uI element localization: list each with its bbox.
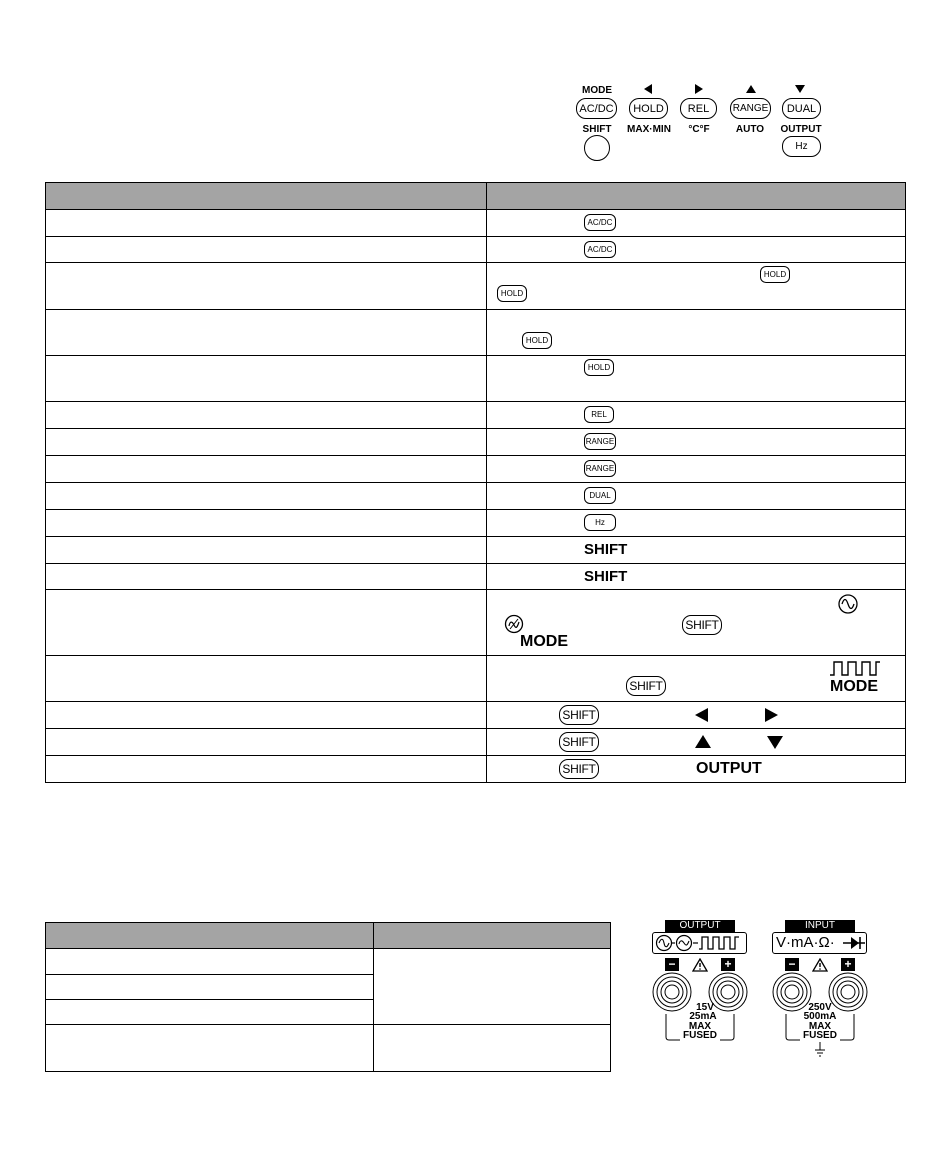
- table-row: [46, 975, 374, 1000]
- hold-key: HOLD: [522, 332, 552, 349]
- shift-key[interactable]: [584, 135, 610, 161]
- key-function-table: [45, 182, 906, 783]
- output-plus-label: +: [721, 958, 735, 971]
- left-arrow-icon: [644, 84, 652, 94]
- temperature-label: °C°F: [688, 124, 710, 135]
- mode-label: MODE: [582, 85, 612, 96]
- input-rating-3: MAX: [808, 1021, 832, 1032]
- merged-cell: [374, 949, 611, 1025]
- input-title: INPUT: [805, 920, 835, 931]
- table-row: [46, 729, 487, 756]
- table-row: [46, 210, 487, 237]
- output-title: OUTPUT: [679, 920, 721, 931]
- shift-key: SHIFT: [559, 732, 599, 752]
- table-row: [46, 949, 374, 975]
- dual-key: DUAL: [584, 487, 616, 504]
- left-arrow-icon: [695, 708, 708, 722]
- table-row: [46, 1000, 374, 1025]
- output-terminal-panel: [650, 918, 750, 1063]
- output-title-tab: [665, 920, 735, 932]
- mode-text: MODE: [830, 678, 878, 695]
- output-text: OUTPUT: [696, 760, 762, 777]
- table-row: [46, 1025, 374, 1072]
- table-row: [46, 590, 487, 656]
- up-arrow-icon: [746, 85, 756, 93]
- hold-key: HOLD: [760, 266, 790, 283]
- rel-key[interactable]: REL: [680, 98, 717, 119]
- table-row: [46, 510, 487, 537]
- max-min-label: MAX·MIN: [627, 124, 671, 135]
- input-minus-label: −: [785, 958, 799, 971]
- shift-key: SHIFT: [626, 676, 666, 696]
- input-functions: V·mA·Ω·: [776, 934, 835, 951]
- auto-label: AUTO: [735, 124, 765, 135]
- shift-key: SHIFT: [559, 705, 599, 725]
- keypad-panel: [570, 78, 840, 170]
- output-function-box: [652, 932, 747, 954]
- right-arrow-icon: [695, 84, 703, 94]
- output-rating-2: 25mA: [689, 1011, 717, 1022]
- mode-text: MODE: [520, 633, 568, 650]
- table-row: [46, 237, 487, 263]
- output-rating-1: 15V: [696, 1002, 714, 1013]
- diode-icon: [843, 936, 865, 950]
- dual-key[interactable]: DUAL: [782, 98, 821, 119]
- square-wave-icon: [829, 659, 881, 677]
- input-rating-2: 500mA: [803, 1011, 837, 1022]
- shift-key: SHIFT: [559, 759, 599, 779]
- shift-label: SHIFT: [582, 124, 612, 135]
- terminal-table: [45, 922, 611, 1072]
- output-rating-4: FUSED: [683, 1030, 717, 1041]
- right-arrow-icon: [765, 708, 778, 722]
- input-rating-4: FUSED: [803, 1030, 837, 1041]
- output-minus-label: −: [665, 958, 679, 971]
- hz-key[interactable]: Hz: [782, 136, 821, 157]
- hold-key[interactable]: HOLD: [629, 98, 668, 119]
- input-rating-1: 250V: [808, 1002, 832, 1013]
- up-arrow-icon: [695, 735, 711, 748]
- acdc-key[interactable]: AC/DC: [576, 98, 617, 119]
- hz-key: Hz: [584, 514, 616, 531]
- input-title-tab: [785, 920, 855, 932]
- input-plus-label: +: [841, 958, 855, 971]
- rel-key: REL: [584, 406, 614, 423]
- table-row: [46, 356, 487, 402]
- down-arrow-icon: [795, 85, 805, 93]
- table-row: [374, 1025, 611, 1072]
- range-key: RANGE: [584, 433, 616, 450]
- output-label: OUTPUT: [780, 124, 822, 135]
- table-row: [46, 537, 487, 564]
- table-row: [46, 263, 487, 310]
- shift-key: SHIFT: [682, 615, 722, 635]
- table-row: [46, 656, 487, 702]
- header-description: [374, 923, 611, 949]
- sine-wave-icon: [837, 593, 859, 615]
- down-arrow-icon: [767, 736, 783, 749]
- input-function-box: [772, 932, 867, 954]
- acdc-key: AC/DC: [584, 241, 616, 258]
- range-key[interactable]: RANGE: [730, 98, 771, 119]
- header-terminal: [46, 923, 374, 949]
- hold-key: HOLD: [497, 285, 527, 302]
- table-row: [46, 564, 487, 590]
- table-row: [46, 402, 487, 429]
- range-key: RANGE: [584, 460, 616, 477]
- hold-key: HOLD: [584, 359, 614, 376]
- shift-text: SHIFT: [584, 541, 628, 558]
- output-functions-icon: [653, 933, 746, 953]
- table-row: [46, 702, 487, 729]
- acdc-key: AC/DC: [584, 214, 616, 231]
- table-row: [46, 756, 487, 783]
- table-row: [46, 310, 487, 356]
- header-key: [487, 183, 906, 210]
- sine-probe-icon: [504, 614, 524, 634]
- shift-text: SHIFT: [584, 568, 628, 585]
- output-rating-3: MAX: [688, 1021, 712, 1032]
- table-row: [46, 483, 487, 510]
- table-row: [46, 456, 487, 483]
- input-terminal-panel: [770, 918, 870, 1063]
- table-row: [46, 429, 487, 456]
- header-function: [46, 183, 487, 210]
